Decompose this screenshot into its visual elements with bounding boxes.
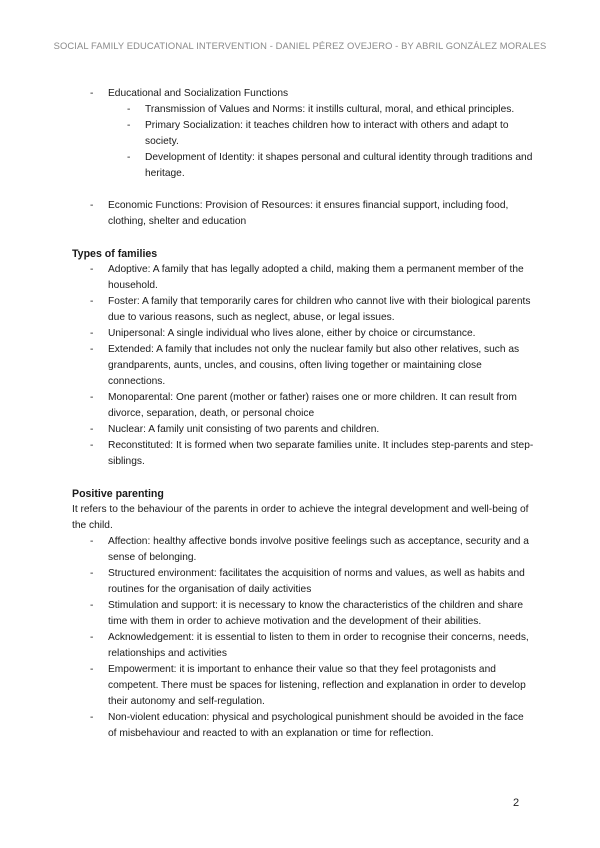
list-item: - Unipersonal: A single individual who lives alone, either by choice or circumstance. <box>72 326 534 342</box>
spacer <box>72 470 534 486</box>
dash-bullet: - <box>90 200 94 211</box>
positive-parenting-heading: Positive parenting <box>72 488 164 500</box>
types-of-families-list <box>72 262 534 470</box>
list-item: - Adoptive: A family that has legally adopted a child, making them a permanent member of the household. <box>90 264 524 291</box>
spacer <box>72 230 534 246</box>
list-item: - Non-violent education: physical and psychological punishment should be avoided in the face of misbehaviour and reacted to with an explanation or time for reflection. <box>90 712 524 739</box>
list-item: - Nuclear: A family unit consisting of two parents and children. <box>72 422 534 438</box>
list-item: - Stimulation and support: it is necessary to know the characteristics of the children and share time with them in order to achieve motivation and the development of their abilities. <box>90 600 524 627</box>
types-of-families-heading: Types of families <box>72 248 158 260</box>
dash-bullet: - <box>90 536 94 547</box>
dash-bullet: - <box>90 632 94 643</box>
dash-bullet: - <box>90 392 94 403</box>
list-item-economic-functions: - Economic Functions: Provision of Resources: it ensures financial support, including food, clothing, shelter and education <box>90 200 509 227</box>
dash-bullet: - <box>90 264 94 275</box>
positive-parenting-list <box>72 534 534 742</box>
document-body <box>72 86 534 742</box>
list-item: - Acknowledgement: it is essential to listen to them in order to recognise their concerns, needs, relationships and activities <box>90 632 529 659</box>
positive-parenting-intro: It refers to the behaviour of the parents in order to achieve the integral development and well-being of the child. <box>72 504 529 531</box>
spacer <box>72 182 534 198</box>
list-item: - Empowerment: it is important to enhance their value so that they feel protagonists and competent. There must be spaces for listening, reflection and explanation in order to develop their autonomy and self-regulation. <box>90 664 526 707</box>
list-item: - Affection: healthy affective bonds involve positive feelings such as acceptance, security and a sense of belonging. <box>90 536 529 563</box>
educational-functions-label: Educational and Socialization Functions <box>108 88 289 99</box>
list-item: - Reconstituted: It is formed when two separate families unite. It includes step-parents and step-siblings. <box>90 440 534 467</box>
page-number: 2 <box>513 797 520 809</box>
list-item-educational-functions <box>72 86 534 102</box>
dash-bullet: - <box>90 296 94 307</box>
sublist-item: - Development of Identity: it shapes personal and cultural identity through traditions and heritage. <box>127 152 533 179</box>
dash-bullet: - <box>90 424 94 435</box>
dash-bullet: - <box>90 664 94 675</box>
list-item: - Foster: A family that temporarily cares for children who cannot live with their biological parents due to various reasons, such as neglect, abuse, or legal issues. <box>90 296 531 323</box>
functions-list <box>72 86 534 230</box>
running-header: SOCIAL FAMILY EDUCATIONAL INTERVENTION - DANIEL PÉREZ OVEJERO - BY ABRIL GONZÁLEZ MORALES <box>53 40 547 51</box>
dash-bullet: - <box>90 328 94 339</box>
dash-bullet: - <box>90 712 94 723</box>
list-item: - Extended: A family that includes not only the nuclear family but also other relatives, such as grandparents, aunts, uncles, and cousins, often living together or maintaining close connections. <box>90 344 520 387</box>
dash-bullet: - <box>127 152 131 163</box>
dash-bullet: - <box>90 440 94 451</box>
dash-bullet: - <box>90 344 94 355</box>
dash-bullet: - <box>90 88 94 99</box>
dash-bullet: - <box>90 600 94 611</box>
dash-bullet: - <box>127 120 131 131</box>
list-item: - Monoparental: One parent (mother or father) raises one or more children. It can result from divorce, separation, death, or personal choice <box>90 392 517 419</box>
sublist-item: - Primary Socialization: it teaches children how to interact with others and adapt to society. <box>127 120 509 147</box>
list-item: - Structured environment: facilitates the acquisition of norms and values, as well as habits and routines for the organisation of daily activities <box>90 568 525 595</box>
dash-bullet: - <box>127 104 131 115</box>
dash-bullet: - <box>90 568 94 579</box>
sublist-item: - Transmission of Values and Norms: it instills cultural, moral, and ethical principles. <box>72 102 534 118</box>
